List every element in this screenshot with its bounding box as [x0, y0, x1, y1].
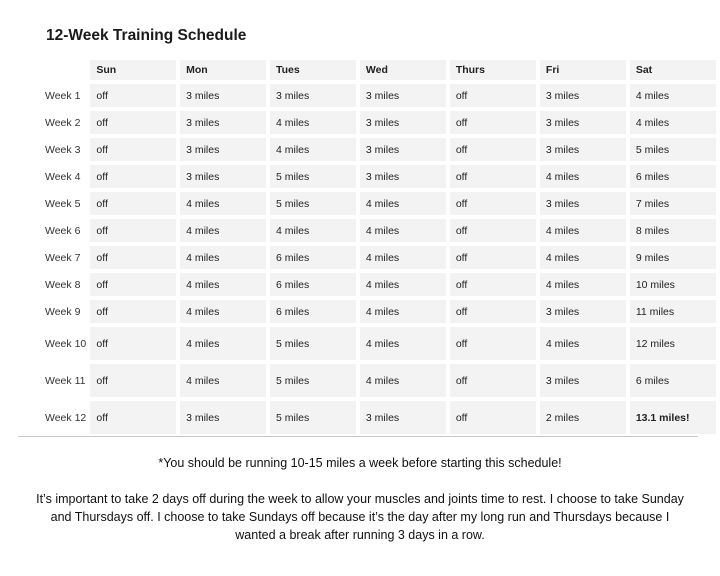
table-cell: 4 miles [180, 300, 266, 323]
table-cell: off [90, 273, 176, 296]
table-cell: 4 miles [180, 364, 266, 397]
table-cell: 3 miles [360, 165, 446, 188]
table-row [44, 364, 716, 397]
day-header: Sat [630, 60, 716, 80]
table-cell: 3 miles [540, 84, 626, 107]
table-row [44, 84, 716, 107]
table-cell: 4 miles [540, 165, 626, 188]
table-cell: off [90, 219, 176, 242]
table-row [44, 219, 716, 242]
table-cell: 3 miles [180, 84, 266, 107]
rest-days-paragraph: It’s important to take 2 days off during the week to allow your muscles and joints time to rest. I choose to take Sunday and Thursdays off. I choose to take Sundays off because it’s the day after my long run and Thursdays because I wanted a break after running 3 days in a row. [36, 492, 684, 542]
table-cell: 3 miles [360, 111, 446, 134]
table-cell: 2 miles [540, 401, 626, 434]
table-cell: off [450, 364, 536, 397]
table-cell: 3 miles [540, 364, 626, 397]
table-cell: 3 miles [540, 111, 626, 134]
prerequisite-note: *You should be running 10-15 miles a week before starting this schedule! [158, 456, 562, 470]
table-cell: off [90, 246, 176, 269]
table-cell: off [450, 219, 536, 242]
table-cell: 7 miles [630, 192, 716, 215]
week-label: Week 9 [45, 305, 81, 318]
table-cell: 5 miles [270, 192, 356, 215]
table-cell: 11 miles [630, 300, 716, 323]
table-cell: 4 miles [540, 273, 626, 296]
table-row [44, 192, 716, 215]
table-cell: 6 miles [270, 246, 356, 269]
table-cell: 4 miles [360, 273, 446, 296]
table-cell: 4 miles [360, 364, 446, 397]
table-cell: 13.1 miles! [630, 401, 716, 434]
week-label: Week 12 [45, 411, 87, 424]
table-cell: 4 miles [270, 111, 356, 134]
table-cell: 3 miles [540, 300, 626, 323]
table-cell: off [450, 192, 536, 215]
table-cell: off [90, 192, 176, 215]
table-cell: 3 miles [270, 84, 356, 107]
table-cell: off [90, 364, 176, 397]
table-cell: off [90, 165, 176, 188]
table-cell: 4 miles [360, 327, 446, 360]
table-row [44, 165, 716, 188]
table-cell: 5 miles [630, 138, 716, 161]
table-cell: 4 miles [360, 192, 446, 215]
table-cell: off [90, 84, 176, 107]
table-cell: 4 miles [180, 327, 266, 360]
table-cell: 4 miles [180, 246, 266, 269]
week-label: Week 5 [45, 197, 81, 210]
table-cell: 6 miles [270, 273, 356, 296]
table-row [44, 138, 716, 161]
table-cell: 4 miles [630, 84, 716, 107]
table-cell: 4 miles [360, 219, 446, 242]
schedule-body [44, 84, 716, 434]
week-label: Week 3 [45, 143, 81, 156]
table-cell: 4 miles [540, 219, 626, 242]
table-cell: off [90, 401, 176, 434]
table-cell: 4 miles [180, 273, 266, 296]
week-label: Week 7 [45, 251, 81, 264]
table-cell: 8 miles [630, 219, 716, 242]
header-row [44, 60, 716, 80]
table-cell: off [450, 401, 536, 434]
table-cell: 3 miles [180, 111, 266, 134]
table-cell: off [450, 273, 536, 296]
table-row [44, 300, 716, 323]
day-header: Wed [360, 60, 446, 80]
table-cell: 4 miles [540, 327, 626, 360]
table-cell: 4 miles [180, 219, 266, 242]
table-cell: 5 miles [270, 401, 356, 434]
table-cell: 3 miles [540, 138, 626, 161]
table-cell: off [450, 300, 536, 323]
header-corner [44, 60, 86, 80]
table-cell: 5 miles [270, 327, 356, 360]
table-cell: 3 miles [360, 401, 446, 434]
table-cell: 12 miles [630, 327, 716, 360]
table-cell: 4 miles [360, 246, 446, 269]
table-cell: off [450, 246, 536, 269]
day-header: Mon [180, 60, 266, 80]
week-label: Week 10 [45, 337, 87, 350]
table-cell: 3 miles [540, 192, 626, 215]
week-label: Week 11 [45, 374, 86, 387]
table-cell: 6 miles [270, 300, 356, 323]
table-cell: 3 miles [180, 401, 266, 434]
table-cell: 5 miles [270, 165, 356, 188]
table-cell: off [450, 84, 536, 107]
day-header: Tues [270, 60, 356, 80]
week-label: Week 4 [45, 170, 81, 183]
table-cell: 3 miles [360, 138, 446, 161]
table-cell: 10 miles [630, 273, 716, 296]
day-header: Fri [540, 60, 626, 80]
week-label: Week 6 [45, 224, 81, 237]
table-cell: 5 miles [270, 364, 356, 397]
week-label: Week 2 [45, 116, 81, 129]
table-cell: off [90, 138, 176, 161]
table-row [44, 246, 716, 269]
divider [18, 436, 698, 437]
table-cell: 4 miles [540, 246, 626, 269]
day-header: Thurs [450, 60, 536, 80]
table-cell: off [450, 111, 536, 134]
week-label: Week 1 [45, 89, 81, 102]
week-label: Week 8 [45, 278, 81, 291]
table-cell: 4 miles [630, 111, 716, 134]
table-row [44, 273, 716, 296]
table-cell: 6 miles [630, 165, 716, 188]
table-cell: 3 miles [180, 165, 266, 188]
table-cell: 9 miles [630, 246, 716, 269]
table-row [44, 111, 716, 134]
table-cell: off [90, 327, 176, 360]
table-cell: 3 miles [360, 84, 446, 107]
table-cell: off [450, 327, 536, 360]
table-cell: 3 miles [180, 138, 266, 161]
page-title: 12-Week Training Schedule [46, 27, 247, 44]
table-cell: off [450, 138, 536, 161]
table-cell: off [90, 300, 176, 323]
table-cell: 4 miles [270, 219, 356, 242]
training-schedule-table [40, 56, 720, 438]
table-cell: off [450, 165, 536, 188]
table-row [44, 327, 716, 360]
table-cell: 4 miles [270, 138, 356, 161]
table-cell: off [90, 111, 176, 134]
day-header: Sun [90, 60, 176, 80]
table-cell: 4 miles [180, 192, 266, 215]
table-cell: 6 miles [630, 364, 716, 397]
table-row [44, 401, 716, 434]
table-cell: 4 miles [360, 300, 446, 323]
